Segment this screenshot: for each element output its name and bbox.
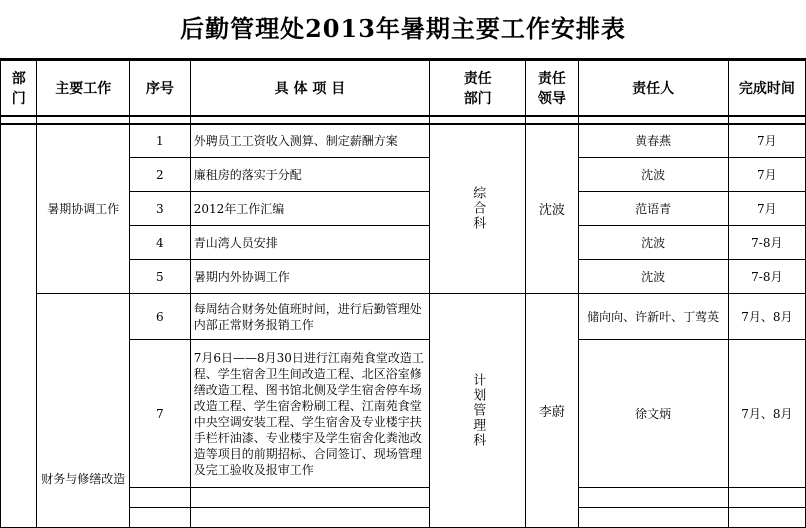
header-row	[1, 61, 806, 116]
time-cell: 7月	[728, 192, 805, 226]
spacer-row	[1, 116, 806, 124]
item-cell	[190, 488, 429, 508]
time-cell: 7月、8月	[728, 340, 805, 488]
seq-cell: 6	[129, 294, 190, 340]
table-row	[1, 124, 806, 158]
spacer-cell	[430, 116, 526, 124]
item-cell: 2012年工作汇编	[190, 192, 429, 226]
spacer-cell	[1, 116, 37, 124]
work-schedule-table	[0, 60, 806, 528]
time-cell: 7月	[728, 158, 805, 192]
header-seq: 序号	[129, 61, 190, 116]
spacer-cell	[129, 116, 190, 124]
person-cell: 范语青	[578, 192, 728, 226]
resp-leader-cell: 沈波	[526, 124, 578, 294]
person-cell: 徐文炳	[578, 340, 728, 488]
header-dept: 部 门	[1, 61, 37, 116]
item-cell: 青山湾人员安排	[190, 226, 429, 260]
header-resp-dept: 责任 部门	[430, 61, 526, 116]
person-cell	[578, 508, 728, 528]
time-cell: 7-8月	[728, 226, 805, 260]
header-main-work: 主要工作	[37, 61, 130, 116]
sheet-title: 后勤管理处2013年暑期主要工作安排表	[180, 14, 626, 43]
seq-cell: 3	[129, 192, 190, 226]
spacer-cell	[728, 116, 805, 124]
seq-cell: 2	[129, 158, 190, 192]
person-cell: 储向向、许新叶、丁莺英	[578, 294, 728, 340]
spacer-cell	[190, 116, 429, 124]
time-cell: 7-8月	[728, 260, 805, 294]
person-cell: 黄春燕	[578, 124, 728, 158]
person-cell: 沈波	[578, 226, 728, 260]
dept-cell	[1, 124, 37, 528]
item-cell	[190, 508, 429, 528]
item-cell: 廉租房的落实于分配	[190, 158, 429, 192]
seq-cell	[129, 508, 190, 528]
item-cell: 暑期内外协调工作	[190, 260, 429, 294]
header-item: 具 体 项 目	[190, 61, 429, 116]
resp-leader-cell: 李蔚	[526, 294, 578, 528]
item-cell: 外聘员工工资收入测算、制定薪酬方案	[190, 124, 429, 158]
seq-cell: 4	[129, 226, 190, 260]
time-cell	[728, 508, 805, 528]
item-cell: 7月6日——8月30日进行江南苑食堂改造工程、学生宿舍卫生间改造工程、北区浴室修缮改造工程、图书馆北侧及学生宿舍停车场改造工程、学生宿舍粉刷工程、江南苑食堂中央空调安装工程、学生宿舍及专业楼宇扶手栏杆油漆、专业楼宇及学生宿舍化粪池改造等项目的前期招标、合同签订、现场管理及完工验收及报审工作	[190, 340, 429, 488]
seq-cell	[129, 488, 190, 508]
item-cell: 每周结合财务处值班时间，进行后勤管理处内部正常财务报销工作	[190, 294, 429, 340]
time-cell: 7月、8月	[728, 294, 805, 340]
seq-cell: 7	[129, 340, 190, 488]
person-cell: 沈波	[578, 158, 728, 192]
seq-cell: 1	[129, 124, 190, 158]
main-work-cell: 暑期协调工作	[37, 124, 130, 294]
seq-cell: 5	[129, 260, 190, 294]
spacer-cell	[526, 116, 578, 124]
main-work-cell: 财务与修缮改造	[37, 294, 130, 528]
time-cell	[728, 488, 805, 508]
person-cell	[578, 488, 728, 508]
spacer-cell	[37, 116, 130, 124]
table-row	[1, 294, 806, 340]
person-cell: 沈波	[578, 260, 728, 294]
time-cell: 7月	[728, 124, 805, 158]
header-resp-person: 责任人	[578, 61, 728, 116]
spacer-cell	[578, 116, 728, 124]
header-done-time: 完成时间	[728, 61, 805, 116]
resp-dept-cell: 综合科	[430, 124, 526, 294]
resp-dept-cell: 计划管理科	[430, 294, 526, 528]
header-resp-leader: 责任 领导	[526, 61, 578, 116]
